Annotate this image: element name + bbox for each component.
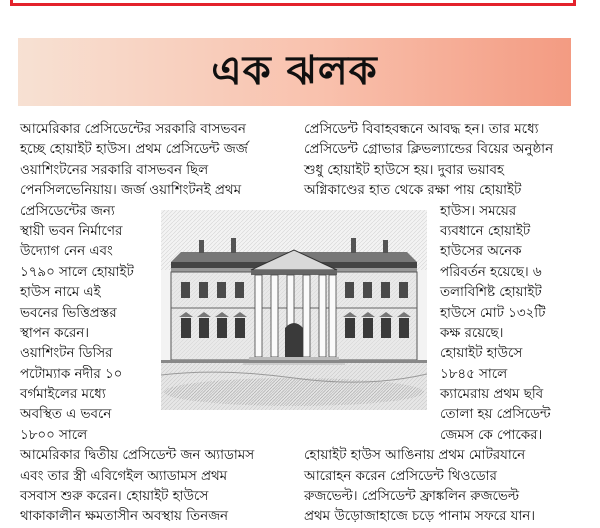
article-line: আমেরিকার দ্বিতীয় প্রেসিডেন্ট জন অ্যাডামস [20,448,255,464]
article-line: ১৮০০ সালে [20,427,88,443]
article-line: পটোম্যাক নদীর ১০ [20,366,123,382]
article-line: তলাবিশিষ্ট হোয়াইট [440,285,542,301]
article-line: ১৮৪৫ সালে [440,366,508,382]
article-line: হোয়াইট হাউস আঙিনায় প্রথম মোটরযানে [304,448,526,464]
article-line: তোলা হয় প্রেসিডেন্ট [440,407,551,423]
article-line: ভবনের ভিত্তিপ্রস্তর [20,305,117,321]
white-house-engraving-icon [161,210,427,410]
article-line: আরোহন করেন প্রেসিডেন্ট থিওডোর [304,468,497,484]
article-line: প্রেসিডেন্ট গ্রোভার ক্লিভল্যান্ডের বিয়ের অনুষ্ঠান [304,142,554,158]
white-house-image [161,210,427,410]
heading-title: এক ঝলক [211,46,378,94]
article-line: স্থাপন করেন। [20,325,89,341]
top-frame-border [10,0,576,6]
article-line: কক্ষ রয়েছে। [440,325,504,341]
article-line: বসবাস শুরু করেন। হোয়াইট হাউসে [20,489,209,505]
article-line: স্থায়ী ভবন নির্মাণের [20,223,123,239]
article-line: প্রেসিডেন্টের জন্য [20,203,115,219]
article-line: হাউসের অনেক [440,244,522,260]
article-line: পরিবর্তন হয়েছে। ৬ [440,264,542,280]
article-line: রুজভেল্ট। প্রেসিডেন্ট ফ্রাঙ্কলিন রুজভেল্ট [304,489,520,505]
heading-banner [18,38,571,106]
article-line: ১৭৯০ সালে হোয়াইট [20,264,134,280]
article-line: অগ্নিকাণ্ডের হাত থেকে রক্ষা পায় হোয়াইট [304,183,522,199]
article-line: অবস্থিত এ ভবনে [20,407,112,423]
article-line: ওয়াশিংটনের সরকারি বাসভবন ছিল [20,162,209,178]
article-line: উদ্যোগ নেন এবং [20,244,113,260]
article-line: জেমস কে পোকের। [440,427,543,443]
article-line: হচ্ছে হোয়াইট হাউস। প্রথম প্রেসিডেন্ট জর্জ [20,142,248,158]
article-line: আমেরিকার প্রেসিডেন্টের সরকারি বাসভবন [20,122,246,137]
article-line: থাকাকালীন ক্ষমতাসীন অবস্থায় তিনজন [20,509,229,525]
article-line: হোয়াইট হাউসে [440,346,523,362]
article-line: ক্যামেরায় প্রথম ছবি [440,387,544,403]
article-line: বর্গমাইলের মধ্যে [20,387,106,403]
article-line: এবং তার স্ত্রী এবিগেইল অ্যাডামস প্রথম [20,468,228,484]
article-line: ব্যবধানে হোয়াইট [440,223,531,239]
article-line: প্রেসিডেন্ট বিবাহবন্ধনে আবদ্ধ হন। তার মধ্যে [304,122,539,137]
article-line: প্রথম উড়োজাহাজে চড়ে পানাম সফরে যান। [304,509,535,525]
article-line: হাউস নামে এই [20,285,101,301]
article-line: পেনসিলভেনিয়ায়। জর্জ ওয়াশিংটনই প্রথম [20,183,242,199]
article-line: হাউস। সময়ের [440,203,517,219]
article-line: ওয়াশিংটন ডিসির [20,346,113,362]
article-line: হাউসে মোট ১৩২টি [440,305,546,321]
article-line: শুধু হোয়াইট হাউসে হয়। দুবার ভয়াবহ [304,162,504,178]
